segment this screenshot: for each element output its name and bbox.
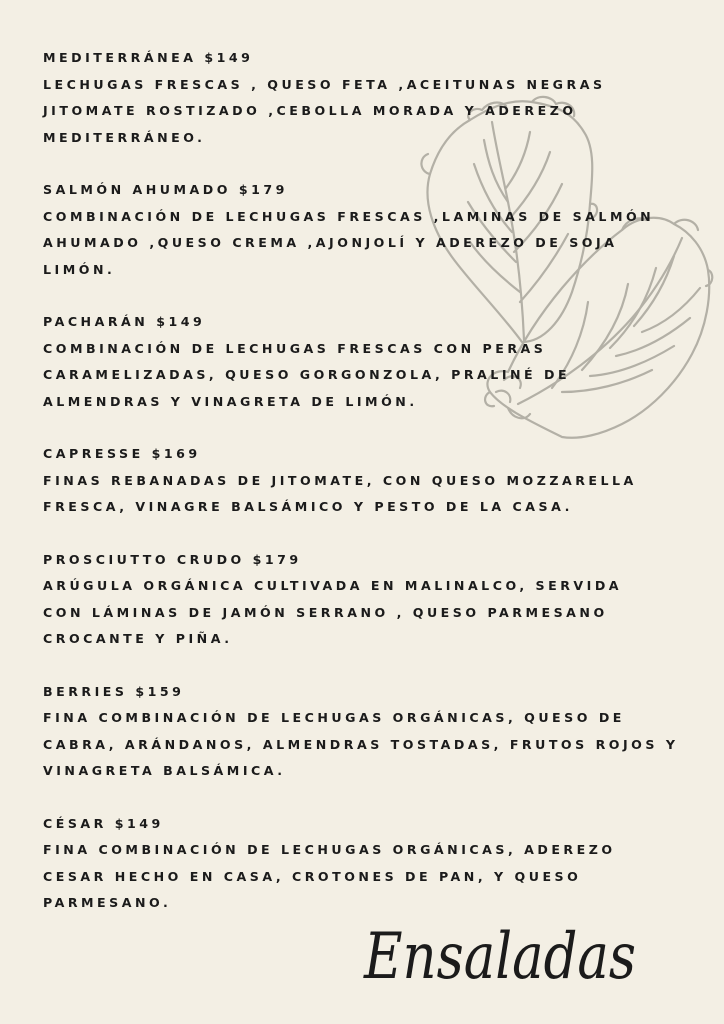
item-header: PACHARÁN $149 [43, 314, 206, 329]
menu-item-berries [43, 679, 703, 785]
menu-item-mediterranea [43, 45, 703, 151]
item-description-line: MEDITERRÁNEO. [43, 129, 206, 145]
item-description-line: CROCANTE Y PIÑA. [43, 631, 233, 646]
page-title [358, 900, 648, 1010]
item-header: CÉSAR $149 [43, 815, 164, 831]
menu-item-prosciutto-crudo [43, 547, 703, 653]
item-description-line: FRESCA, VINAGRE BALSÁMICO Y PESTO DE LA CASA. [43, 499, 573, 514]
item-description-line: ALMENDRAS Y VINAGRETA DE LIMÓN. [43, 393, 418, 409]
item-header: BERRIES $159 [43, 683, 185, 699]
item-header: SALMÓN AHUMADO $179 [43, 182, 288, 197]
item-description-line: LIMÓN. [43, 261, 116, 277]
item-description-line: CABRA, ARÁNDANOS, ALMENDRAS TOSTADAS, FRUTOS ROJOS Y [43, 736, 679, 752]
item-description-line: FINA COMBINACIÓN DE LECHUGAS ORGÁNICAS, ADEREZO [43, 842, 616, 857]
menu-item-capresse [43, 441, 703, 521]
item-description-line: JITOMATE ROSTIZADO ,CEBOLLA MORADA Y ADEREZO [43, 103, 577, 118]
item-description-line: CESAR HECHO EN CASA, CROTONES DE PAN, Y QUESO [43, 868, 582, 884]
menu-item-salmon-ahumado [43, 177, 703, 283]
item-description-line: CON LÁMINAS DE JAMÓN SERRANO , QUESO PARMESANO [43, 604, 608, 620]
page-title-text: Ensaladas [363, 920, 636, 994]
item-description-line: LECHUGAS FRESCAS , QUESO FETA ,ACEITUNAS NEGRAS [43, 76, 606, 92]
item-description-line: COMBINACIÓN DE LECHUGAS FRESCAS ,LAMINAS DE SALMÓN [43, 208, 655, 224]
item-description-line: PARMESANO. [43, 895, 172, 910]
item-description-line: VINAGRETA BALSÁMICA. [43, 763, 286, 778]
item-description-line: FINAS REBANADAS DE JITOMATE, CON QUESO MOZZARELLA [43, 472, 637, 488]
item-description-line: ARÚGULA ORGÁNICA CULTIVADA EN MALINALCO, SERVIDA [43, 578, 623, 593]
item-description-line: COMBINACIÓN DE LECHUGAS FRESCAS CON PERAS [43, 340, 547, 356]
item-header: MEDITERRÁNEA $149 [43, 50, 254, 65]
item-description-line: FINA COMBINACIÓN DE LECHUGAS ORGÁNICAS, QUESO DE [43, 710, 625, 725]
menu-item-pacharan [43, 309, 703, 415]
item-description-line: CARAMELIZADAS, QUESO GORGONZOLA, PRALINÉ DE [43, 367, 571, 382]
item-header: CAPRESSE $169 [43, 446, 201, 461]
salad-menu [43, 45, 703, 943]
item-description-line: AHUMADO ,QUESO CREMA ,AJONJOLÍ Y ADEREZO DE SOJA [43, 235, 618, 250]
item-header: PROSCIUTTO CRUDO $179 [43, 551, 302, 567]
